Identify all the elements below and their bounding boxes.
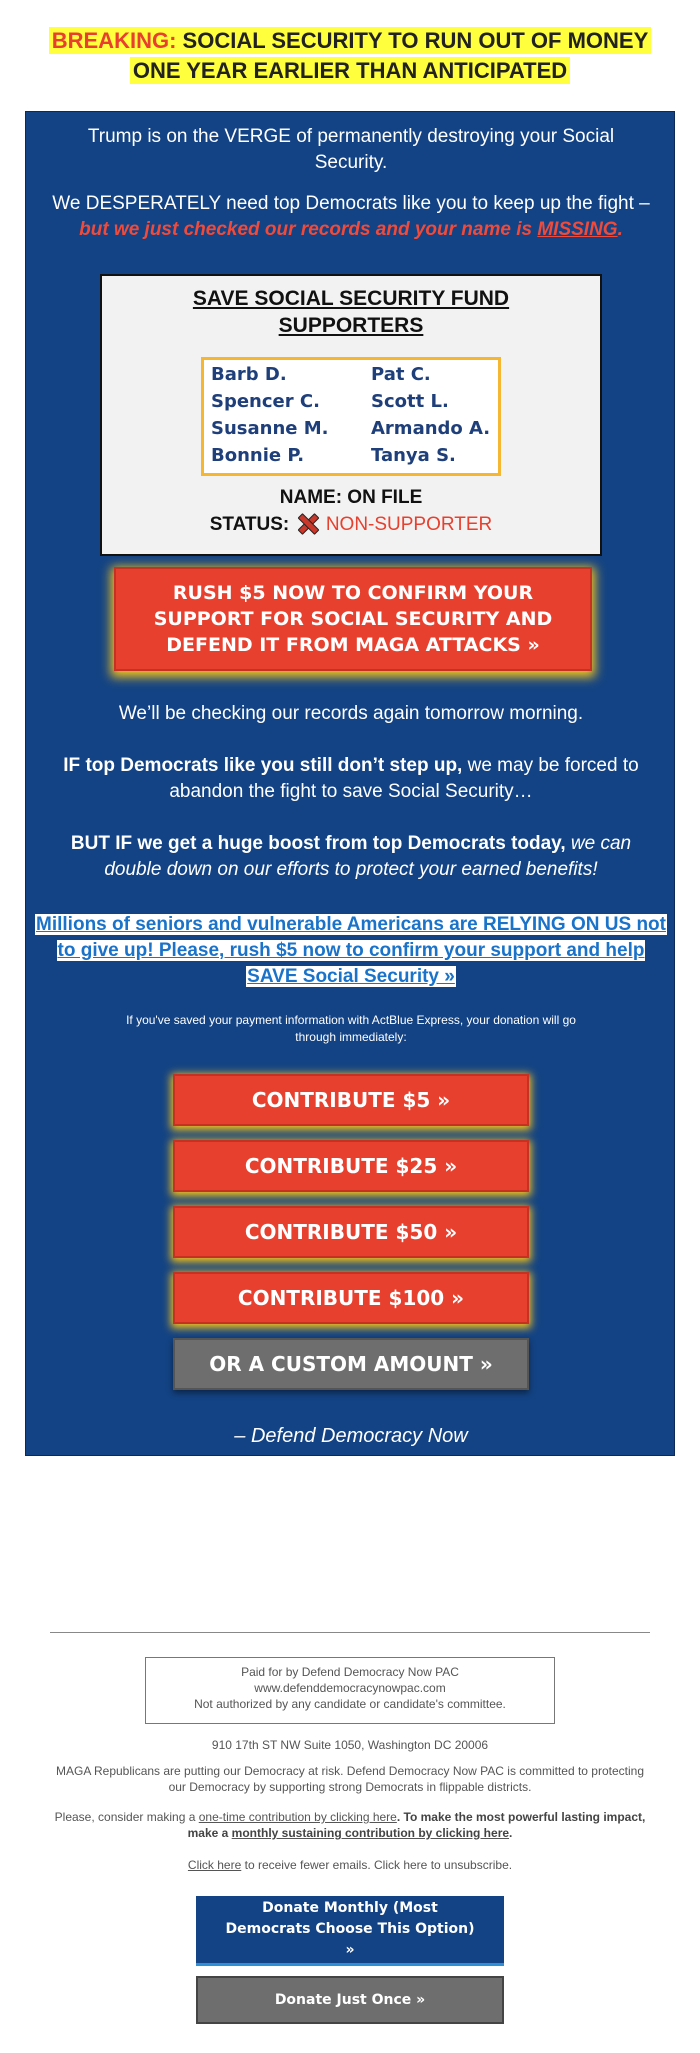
headline-line-2: ONE YEAR EARLIER THAN ANTICIPATED (130, 57, 570, 84)
contribute-100-button[interactable]: CONTRIBUTE $100 » (173, 1272, 529, 1324)
supporter-name: Barb D. (211, 364, 287, 385)
website-text: www.defenddemocracynowpac.com (254, 1681, 446, 1695)
supporter-name: Bonnie P. (211, 445, 305, 466)
step-up-paragraph: IF top Democrats like you still don’t step up, we may be forced to abandon the fight to save Social Security… (63, 755, 639, 802)
paid-for-box (145, 1657, 555, 1724)
huge-boost-paragraph: BUT IF we get a huge boost from top Democrats today, we can double down on our efforts to protect your earned benefits! (70, 833, 632, 880)
status-line (102, 513, 600, 536)
missing-dash: – (639, 193, 650, 214)
intro-paragraph: Trump is on the VERGE of permanently destroying your Social Security. (87, 126, 615, 173)
paid-for-text: Paid for by Defend Democracy Now PAC (241, 1665, 459, 1679)
card-title: SAVE SOCIAL SECURITY FUND SUPPORTERS (192, 287, 510, 337)
missing-plain-text: We DESPERATELY need top Democrats like you to keep up the fight (52, 193, 634, 214)
mission-statement: MAGA Republicans are putting our Democracy at risk. Defend Democracy Now PAC is committed to protecting our Democracy by supporting strong Democrats in flippable districts. (55, 1764, 644, 1794)
actblue-express-note: If you've saved your payment information with ActBlue Express, your donation will go through immediately: (126, 1013, 576, 1044)
status-label: STATUS: (209, 514, 290, 535)
supporter-name: Armando A. (371, 418, 491, 439)
supporters-card (100, 274, 602, 556)
headline-text-1: SOCIAL SECURITY TO RUN OUT OF MONEY (182, 28, 649, 53)
checking-records-paragraph: We’ll be checking our records again tomorrow morning. (118, 703, 584, 724)
not-authorized-text: Not authorized by any candidate or candidate's committee. (194, 1697, 506, 1711)
rush-5-button[interactable]: RUSH $5 NOW TO CONFIRM YOUR SUPPORT FOR SOCIAL SECURITY AND DEFEND IT FROM MAGA ATTACKS » (114, 567, 592, 671)
contribute-50-button[interactable]: CONTRIBUTE $50 » (173, 1206, 529, 1258)
one-time-contribution-link[interactable]: one-time contribution by clicking here (198, 1810, 397, 1824)
headline-line-1 (49, 27, 652, 54)
footer-divider (50, 1632, 650, 1633)
contribution-links-paragraph: Please, consider making a one-time contribution by clicking here. To make the most powerful lasting impact, make a monthly sustaining contribution by clicking here. (54, 1810, 646, 1840)
name-on-file: NAME: ON FILE (279, 487, 423, 508)
missing-word: MISSING (537, 219, 618, 240)
fewer-emails-link[interactable]: Click here (187, 1858, 242, 1872)
signoff: – Defend Democracy Now (234, 1425, 468, 1447)
contribute-5-button[interactable]: CONTRIBUTE $5 » (173, 1074, 529, 1126)
email-preferences (40, 1857, 660, 1873)
donate-once-button[interactable]: Donate Just Once » (196, 1976, 504, 2024)
supporter-name: Susanne M. (211, 418, 329, 439)
supporter-name: Scott L. (371, 391, 449, 412)
address: 910 17th ST NW Suite 1050, Washington DC 20006 (211, 1738, 489, 1752)
contribute-25-button[interactable]: CONTRIBUTE $25 » (173, 1140, 529, 1192)
custom-amount-button[interactable]: OR A CUSTOM AMOUNT » (173, 1338, 529, 1390)
donate-monthly-button[interactable]: Donate Monthly (Most Democrats Choose This Option) » (196, 1896, 504, 1966)
monthly-contribution-link[interactable]: monthly sustaining contribution by clicking here (231, 1826, 510, 1840)
missing-paragraph (26, 191, 676, 243)
supporter-names-list (201, 357, 501, 476)
supporter-name: Pat C. (371, 364, 431, 385)
unsubscribe-text[interactable]: to receive fewer emails. Click here to unsubscribe. (244, 1858, 513, 1872)
status-value: NON-SUPPORTER (325, 514, 493, 535)
missing-red-text: but we just checked our records and your name is MISSING. (79, 219, 623, 240)
supporter-name: Tanya S. (371, 445, 456, 466)
breaking-label: BREAKING: (51, 28, 177, 53)
red-x-icon (297, 513, 317, 533)
main-appeal-box (25, 111, 675, 1456)
supporter-name: Spencer C. (211, 391, 320, 412)
relying-on-us-link[interactable]: Millions of seniors and vulnerable Americans are RELYING ON US not to give up! Please, rush $5 now to confirm your support and help SAVE Social Security » (36, 914, 666, 987)
headline (0, 26, 700, 86)
